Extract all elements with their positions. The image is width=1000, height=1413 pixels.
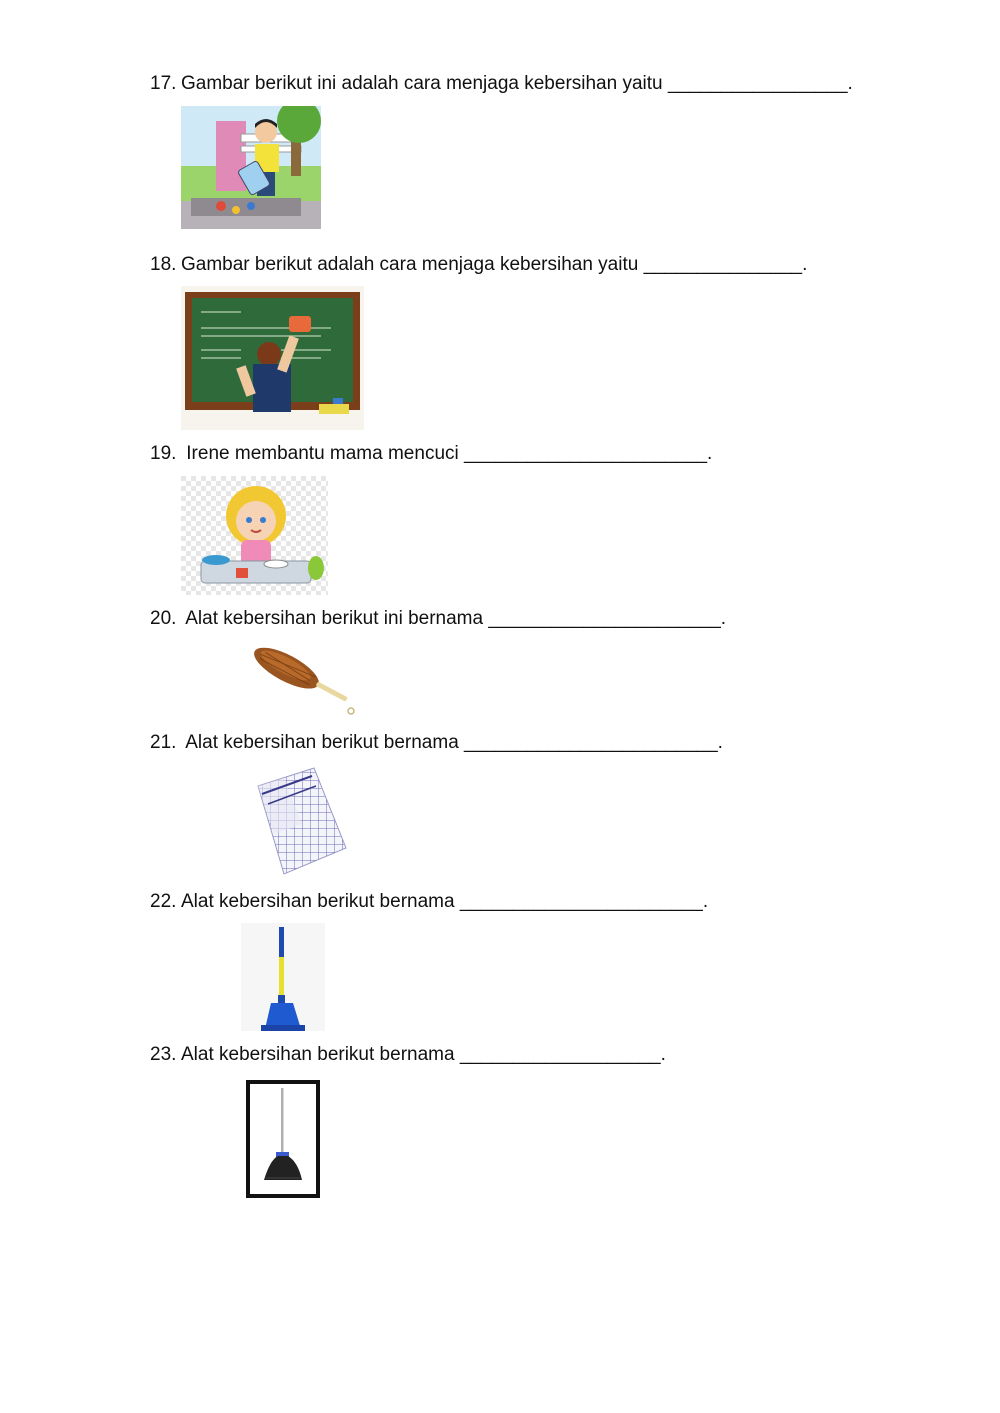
question-number: 21. bbox=[150, 732, 177, 753]
question-number: 23. bbox=[150, 1044, 177, 1065]
dish-washing-illustration bbox=[181, 476, 328, 595]
question-number: 18. bbox=[150, 254, 177, 275]
question-number: 19. bbox=[150, 443, 177, 464]
question-text: Alat kebersihan berikut ini bernama ______________________. bbox=[181, 608, 727, 629]
question-22 bbox=[150, 890, 708, 914]
question-18 bbox=[150, 253, 807, 277]
plunger-image bbox=[241, 923, 325, 1031]
question-17 bbox=[150, 72, 853, 96]
question-text: Gambar berikut ini adalah cara menjaga kebersihan yaitu _________________. bbox=[181, 73, 853, 94]
broom-image bbox=[246, 1080, 320, 1198]
feather-duster-image bbox=[250, 640, 360, 718]
question-text: Alat kebersihan berikut bernama ___________________. bbox=[181, 1044, 666, 1065]
question-text: Alat kebersihan berikut bernama ________________________. bbox=[181, 732, 723, 753]
question-number: 22. bbox=[150, 891, 177, 912]
question-number: 17. bbox=[150, 73, 177, 94]
question-21 bbox=[150, 731, 723, 755]
trash-disposal-illustration bbox=[181, 106, 321, 229]
question-text: Irene membantu mama mencuci _______________________. bbox=[181, 443, 713, 464]
cleaning-cloth-image bbox=[254, 764, 348, 876]
question-text: Alat kebersihan berikut bernama _______________________. bbox=[181, 891, 709, 912]
question-19 bbox=[150, 442, 712, 466]
question-text: Gambar berikut adalah cara menjaga kebersihan yaitu _______________. bbox=[181, 254, 808, 275]
question-23 bbox=[150, 1043, 666, 1067]
question-20 bbox=[150, 607, 726, 631]
blackboard-cleaning-illustration bbox=[181, 286, 364, 430]
question-number: 20. bbox=[150, 608, 177, 629]
